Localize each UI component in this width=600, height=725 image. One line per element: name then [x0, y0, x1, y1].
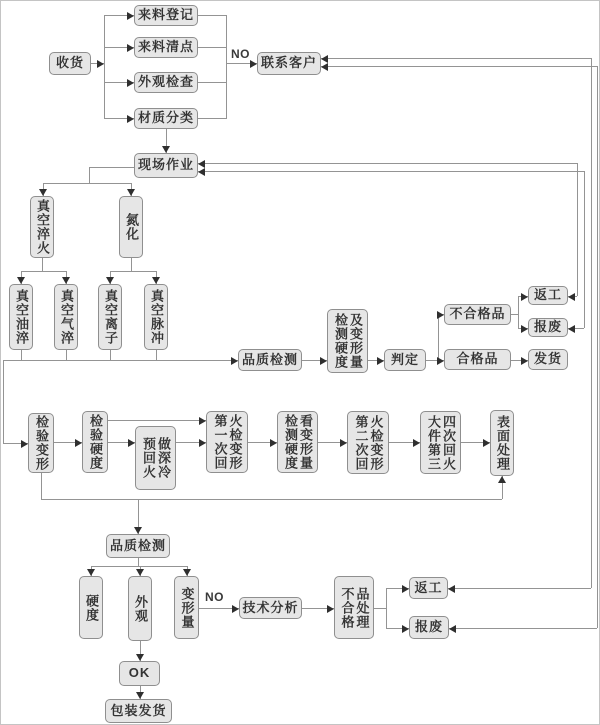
node-jiance-yingdu-kanbianxing	[277, 411, 318, 473]
node-zhenkong-youcui	[9, 284, 33, 350]
node-dierci-huihuo-jianbianxing	[347, 411, 389, 474]
node-zhenkong-qicui	[54, 284, 78, 350]
node-label-col: 第一次回	[212, 414, 228, 470]
arrow-head	[483, 439, 490, 447]
node-baofei-bottom	[409, 616, 449, 639]
connector-line	[591, 58, 592, 588]
connector-line	[198, 82, 226, 83]
node-jiance-yingdu-ji-bianxing	[327, 309, 368, 373]
edge-label-no-top: NO	[231, 47, 250, 61]
arrow-head	[413, 439, 420, 447]
arrow-head	[97, 60, 104, 68]
connector-line	[110, 271, 157, 272]
node-jishu-fenxi	[239, 597, 302, 619]
node-label: 真空离子	[103, 289, 119, 345]
node-bianxingliang	[174, 576, 199, 639]
node-pinzhi-jiance-2	[106, 534, 170, 558]
node-label: 氮化	[124, 213, 140, 241]
node-biaomian-chuli	[490, 410, 514, 476]
connector-line	[3, 360, 238, 361]
connector-line	[449, 628, 597, 629]
node-label: 报废	[414, 619, 443, 635]
node-label: 来料清点	[137, 39, 194, 55]
connector-line	[438, 314, 439, 360]
arrow-head	[437, 311, 444, 319]
arrow-head	[437, 357, 444, 365]
node-label: 外观	[133, 594, 149, 623]
node-label: 真空气淬	[59, 289, 75, 345]
connector-line	[584, 171, 585, 328]
node-label: 检验硬度	[88, 414, 104, 470]
node-panding	[384, 349, 426, 371]
node-label: OK	[128, 665, 151, 681]
node-baozhuang-fahuo	[105, 699, 172, 723]
arrow-head	[183, 569, 191, 576]
connector-line	[511, 314, 518, 315]
node-label: 真空油淬	[14, 289, 30, 345]
node-baofei-mid	[528, 318, 568, 337]
arrow-head	[231, 357, 238, 365]
node-waiguan	[128, 576, 152, 641]
node-pinzhi-jiance-1	[238, 349, 302, 371]
node-caizhi-fenlei	[134, 108, 198, 129]
connector-line	[89, 167, 134, 168]
arrow-head	[250, 60, 257, 68]
node-label-col: 火检变形	[227, 414, 243, 470]
arrow-head	[402, 625, 409, 633]
node-lianxi-kehu	[257, 52, 321, 75]
arrow-head	[127, 12, 134, 20]
node-label: 返工	[533, 287, 562, 303]
node-zhenkong-lizi	[98, 284, 122, 350]
arrow-head	[136, 569, 144, 576]
arrow-head	[127, 189, 135, 196]
arrow-head	[87, 569, 95, 576]
node-danhua	[119, 196, 143, 258]
node-label: 检验变形	[34, 415, 50, 471]
connector-line	[577, 163, 578, 296]
arrow-head	[521, 293, 528, 301]
node-dajian-disan-sici-huihuo	[420, 411, 461, 474]
node-label: 包装发货	[110, 702, 167, 718]
node-label: 外观检查	[137, 74, 194, 90]
node-label: 品质检测	[241, 351, 298, 367]
node-label: 联系客户	[260, 55, 317, 71]
connector-line	[448, 588, 591, 589]
node-ok	[119, 661, 160, 686]
connector-line	[597, 66, 598, 628]
arrow-head	[136, 692, 144, 699]
node-waiguan-jiancha	[134, 72, 198, 93]
node-label: 技术分析	[242, 599, 299, 615]
connector-line	[43, 183, 132, 184]
node-label: 来料登记	[137, 7, 194, 23]
node-label-col: 第二次回	[353, 414, 369, 471]
arrow-head	[521, 357, 528, 365]
arrow-head	[377, 357, 384, 365]
arrow-head	[128, 439, 135, 447]
arrow-head	[568, 293, 575, 301]
connector-line	[321, 66, 597, 67]
node-label-col: 预回火	[141, 437, 156, 479]
connector-line	[42, 258, 43, 272]
node-label-col: 大件第三	[426, 414, 441, 471]
node-hegepin	[444, 349, 511, 370]
arrow-head	[162, 146, 170, 153]
node-label: 判定	[390, 351, 419, 367]
arrow-head	[449, 625, 456, 633]
node-jianyan-yingdu	[82, 411, 108, 473]
connector-line	[198, 171, 584, 172]
connector-line	[321, 58, 591, 59]
arrow-head	[232, 605, 239, 613]
node-label: 真空淬火	[35, 199, 51, 255]
connector-line	[89, 167, 90, 184]
connector-line	[21, 350, 22, 360]
connector-line	[41, 473, 42, 500]
arrow-head	[127, 115, 134, 123]
node-label: 不合格品	[449, 306, 506, 322]
connector-line	[21, 271, 67, 272]
node-yuhuihuo-zuoshenleng	[135, 426, 176, 490]
node-zhenkong-cuihuo	[30, 196, 54, 258]
node-label: 现场作业	[137, 157, 194, 173]
connector-line	[3, 360, 4, 443]
node-label-col: 检测硬度	[333, 313, 348, 369]
node-fangong-bottom	[409, 577, 448, 599]
node-lailiao-dengji	[134, 5, 198, 26]
connector-line	[198, 47, 226, 48]
node-label: 变形量	[179, 586, 195, 629]
connector-line	[104, 15, 105, 119]
connector-line	[131, 258, 132, 272]
node-label-col: 检测硬度	[283, 414, 298, 470]
node-label-col: 火检变形	[368, 414, 384, 471]
node-label-col: 四次回火	[441, 414, 457, 471]
arrow-head	[199, 417, 206, 425]
arrow-head	[270, 439, 277, 447]
node-label-col: 及变形量	[348, 313, 364, 369]
arrow-head	[498, 476, 506, 483]
connector-line	[386, 588, 387, 629]
arrow-head	[199, 439, 206, 447]
arrow-head	[152, 277, 160, 284]
node-zhenkong-maichong	[144, 284, 168, 350]
node-label: 材质分类	[137, 110, 194, 126]
arrow-head	[402, 585, 409, 593]
node-label: 品质检测	[109, 537, 166, 553]
connector-line	[108, 420, 206, 421]
node-label: 表面处理	[495, 415, 511, 471]
connector-line	[374, 608, 386, 609]
connector-line	[156, 350, 157, 360]
arrow-head	[568, 325, 575, 333]
node-label-col: 不合格	[339, 586, 355, 629]
arrow-head	[39, 189, 47, 196]
node-label: 返工	[414, 579, 443, 595]
connector-line	[198, 118, 226, 119]
arrow-head	[127, 79, 134, 87]
node-diyici-huihuo-jianbianxing	[206, 411, 248, 473]
arrow-head	[17, 277, 25, 284]
node-yingdu	[79, 576, 103, 639]
arrow-head	[134, 527, 142, 534]
arrow-head	[320, 357, 327, 365]
connector-line	[518, 296, 519, 329]
node-lailiao-qingdian	[134, 37, 198, 58]
node-label-col: 做深冷	[156, 437, 172, 479]
arrow-head	[75, 439, 82, 447]
edge-label-no-bottom: NO	[205, 590, 224, 604]
node-label: 合格品	[456, 351, 499, 367]
node-label: 真空脉冲	[149, 289, 165, 345]
arrow-head	[521, 325, 528, 333]
node-label-col: 品处理	[354, 586, 370, 629]
connector-line	[41, 499, 502, 500]
arrow-head	[321, 55, 328, 63]
node-shouhuo	[49, 52, 91, 75]
connector-line	[66, 350, 67, 360]
connector-line	[198, 15, 226, 16]
node-fahuo	[528, 349, 568, 370]
arrow-head	[448, 585, 455, 593]
arrow-head	[327, 605, 334, 613]
node-buhegepin	[444, 304, 511, 325]
node-label: 报废	[533, 319, 562, 335]
arrow-head	[127, 44, 134, 52]
node-label: 收货	[55, 55, 84, 71]
connector-line	[198, 163, 577, 164]
arrow-head	[136, 654, 144, 661]
node-label: 发货	[533, 351, 562, 367]
node-label: 硬度	[84, 593, 100, 622]
arrow-head	[62, 277, 70, 284]
arrow-head	[198, 168, 205, 176]
arrow-head	[21, 440, 28, 448]
arrow-head	[321, 63, 328, 71]
node-label-col: 看变形量	[298, 414, 314, 470]
node-buhege-pin-chuli	[334, 576, 374, 639]
arrow-head	[198, 160, 205, 168]
node-xianchang-zuoye	[134, 153, 198, 178]
arrow-head	[340, 439, 347, 447]
node-jianyan-bianxing	[28, 413, 54, 473]
connector-line	[110, 350, 111, 360]
node-fangong-mid	[528, 286, 568, 305]
arrow-head	[106, 277, 114, 284]
connector-line	[226, 15, 227, 119]
